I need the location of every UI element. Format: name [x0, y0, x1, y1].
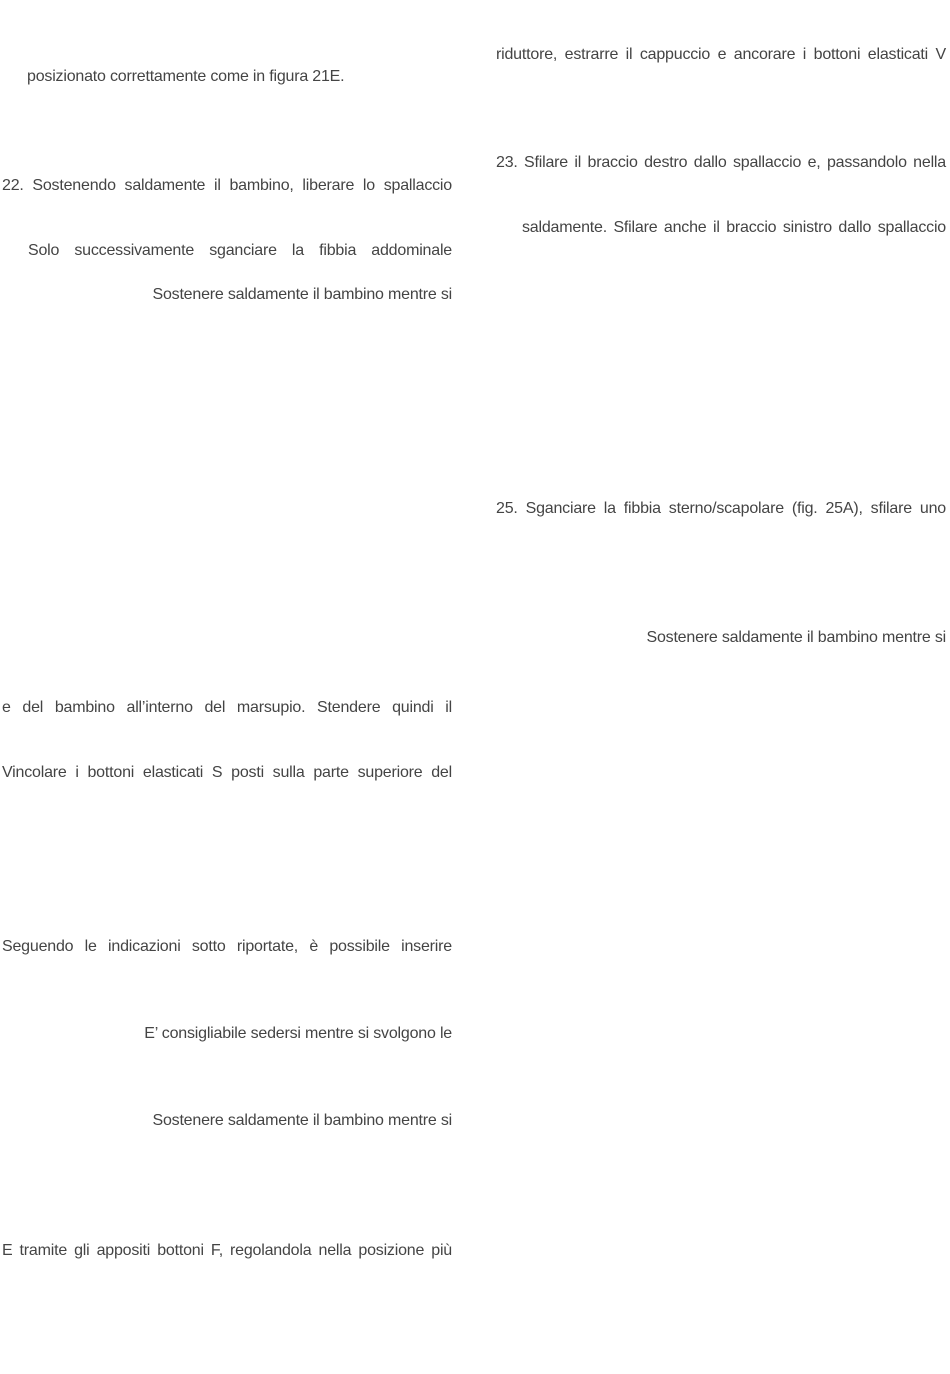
text-line-right-2: 23. Sfilare il braccio destro dallo spallaccio e, passandolo nella — [496, 154, 946, 171]
text-line-left-3: Solo successivamente sganciare la fibbia addominale — [28, 242, 452, 259]
text-line-left-8: E’ consigliabile sedersi mentre si svolgono le — [144, 1025, 452, 1042]
text-line-left-5: e del bambino all’interno del marsupio. Stendere quindi il — [2, 699, 452, 716]
text-line-right-4: 25. Sganciare la fibbia sterno/scapolare (fig. 25A), sfilare uno — [496, 500, 946, 517]
text-line-left-9: Sostenere saldamente il bambino mentre si — [152, 1112, 452, 1129]
text-line-left-1: posizionato correttamente come in figura 21E. — [27, 68, 345, 85]
text-line-left-2: 22. Sostenendo saldamente il bambino, liberare lo spallaccio — [2, 177, 452, 194]
text-line-left-7: Seguendo le indicazioni sotto riportate, è possibile inserire — [2, 938, 452, 955]
text-line-left-6: Vincolare i bottoni elasticati S posti sulla parte superiore del — [2, 764, 452, 781]
text-line-right-5: Sostenere saldamente il bambino mentre si — [646, 629, 946, 646]
text-line-left-10: E tramite gli appositi bottoni F, regolandola nella posizione più — [2, 1242, 452, 1259]
text-line-left-4: Sostenere saldamente il bambino mentre si — [152, 286, 452, 303]
text-line-right-3: saldamente. Sfilare anche il braccio sinistro dallo spallaccio — [522, 219, 946, 236]
text-line-right-1: riduttore, estrarre il cappuccio e ancorare i bottoni elasticati V — [496, 46, 946, 63]
